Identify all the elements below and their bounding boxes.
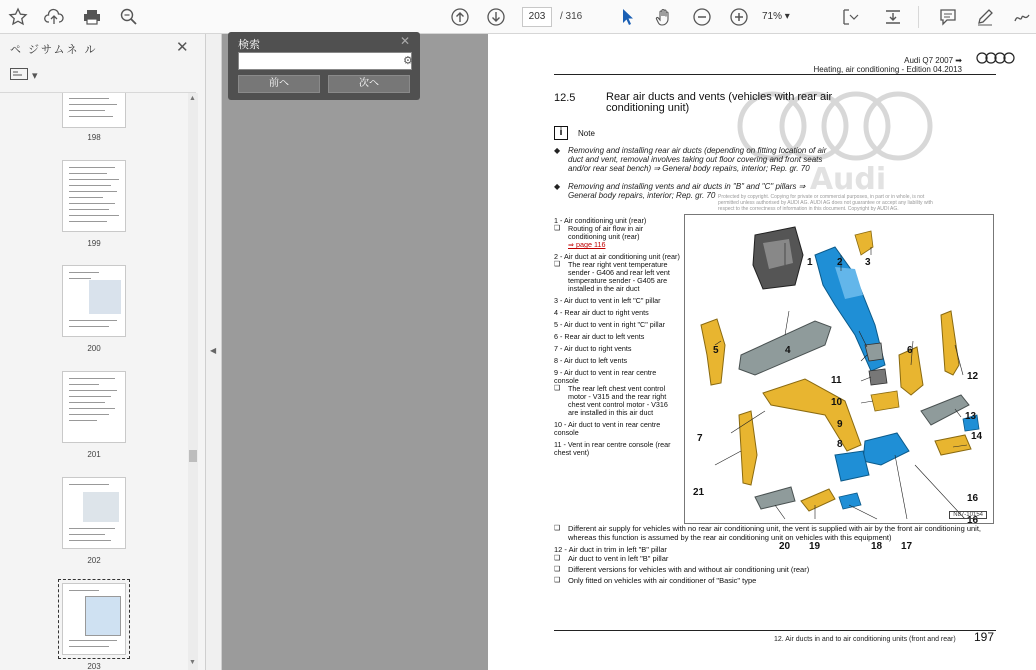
callout-label: 9 <box>837 419 843 430</box>
scrollbar-thumb[interactable] <box>189 450 197 462</box>
part-sub: ❑ Only fitted on vehicles with air conditioner of "Basic" type <box>554 576 994 585</box>
scroll-up-icon[interactable]: ▲ <box>189 95 196 102</box>
print-icon[interactable] <box>80 5 104 29</box>
prev-result-button[interactable]: 前へ <box>238 75 320 93</box>
callout-label: 14 <box>971 431 983 442</box>
header-rule <box>554 74 996 75</box>
part-title: 12 - Air duct in trim in left "B" pillar <box>554 545 667 554</box>
note-bullet-text: Removing and installing rear air ducts (depending on fitting location of air duct and vent, removal involves taking out floor covering and front seats and/or rear seat bench) ⇒ General body repairs, interior; Rep. gr. 70 <box>568 146 827 173</box>
note-icon: i <box>554 126 568 140</box>
callout-label: 19 <box>809 541 821 552</box>
header-edition: Heating, air conditioning - Edition 04.2013 <box>813 65 962 74</box>
bullet-icon: ◆ <box>554 146 561 155</box>
part-sub <box>554 225 680 249</box>
comment-icon[interactable] <box>936 5 960 29</box>
page-link[interactable]: ⇒ page 116 <box>568 240 606 249</box>
callout-label: 4 <box>785 345 791 356</box>
zoom-select[interactable] <box>762 7 806 27</box>
document-viewer <box>222 34 1036 670</box>
zoom-out-icon[interactable] <box>690 5 714 29</box>
next-page-icon[interactable] <box>484 5 508 29</box>
thumbnail-label: 198 <box>87 133 101 142</box>
part-title: 10 - Air duct to vent in rear centre console <box>554 420 661 437</box>
part-title: 9 - Air duct to vent in rear centre console <box>554 368 657 385</box>
close-icon[interactable]: ✕ <box>176 39 189 56</box>
sign-icon[interactable] <box>1010 5 1034 29</box>
sidebar-title: ペ ジサムネ ル <box>10 44 98 56</box>
part-title: 6 - Rear air duct to left vents <box>554 332 645 341</box>
part-sub: ❑ Different air supply for vehicles with no rear air conditioning unit, the vent is supplied with air by the front air conditioning unit, whereas this function is assumed by the rear air conditioning unit on vehicles with this equipment) <box>554 524 994 542</box>
header-model: Audi Q7 2007 ➡ <box>904 56 962 65</box>
chevron-down-icon: ▾ <box>32 70 38 82</box>
callout-label: 11 <box>831 375 842 386</box>
callout-label: 18 <box>871 541 883 552</box>
part-title: 4 - Rear air duct to right vents <box>554 308 649 317</box>
fit-page-icon[interactable] <box>838 5 862 29</box>
parts-list-continued <box>554 524 994 587</box>
bookmark-star-icon[interactable] <box>6 5 30 29</box>
footer-rule <box>554 630 996 631</box>
search-panel <box>228 32 420 100</box>
close-icon[interactable]: ✕ <box>400 34 411 48</box>
zoom-in-icon[interactable] <box>727 5 751 29</box>
thumbnail-sidebar <box>0 34 206 670</box>
scroll-mode-icon[interactable] <box>881 5 905 29</box>
sidebar-scrollbar[interactable] <box>188 93 198 670</box>
part-title: 5 - Air duct to vent in right "C" pillar <box>554 320 665 329</box>
section-title: Rear air ducts and vents (vehicles with rear air conditioning unit) <box>606 91 833 114</box>
callout-label: 6 <box>907 345 913 356</box>
copyright-notice: Protected by copyright. Copying for private or commercial purposes, in part or in whole, is not permitted unless authorised by AUDI AG. AUDI AG does not guarantee or accept any liability with respect to the correctness of information in this document. Copyright by AUDI AG. <box>718 194 933 212</box>
parts-list <box>554 217 680 461</box>
search-title: 検索 <box>238 39 260 51</box>
thumbnail-label: 203 <box>87 662 101 670</box>
note-bullet-text: Removing and installing vents and air ducts in "B" and "C" pillars ⇒ General body repairs, interior; Rep. gr. 70 <box>568 182 806 200</box>
callout-label: 16 <box>967 515 979 526</box>
callout-label: 1 <box>807 257 813 268</box>
toolbar-separator <box>918 6 919 28</box>
page-number-input[interactable]: 203 <box>522 7 552 27</box>
page-thumbnail-202[interactable] <box>62 477 126 549</box>
callout-label: 7 <box>697 433 703 444</box>
thumbnail-label: 201 <box>87 450 101 459</box>
section-number: 12.5 <box>554 92 576 104</box>
svg-text:Audi: Audi <box>809 162 887 196</box>
part-sub-text: Routing of air flow in air conditioning unit (rear) <box>568 224 644 241</box>
gear-icon[interactable]: ⚙ <box>403 55 413 67</box>
thumbnail-list <box>0 93 188 670</box>
thumbnail-label: 199 <box>87 239 101 248</box>
collapse-arrow-icon: ◀ <box>210 346 217 355</box>
part-title: 2 - Air duct at air conditioning unit (rear) <box>554 252 680 261</box>
sidebar-collapse-handle[interactable] <box>206 34 222 670</box>
page-thumbnail-201[interactable] <box>62 371 126 443</box>
page-thumbnail-203[interactable] <box>62 583 126 655</box>
page-thumbnail-199[interactable] <box>62 160 126 232</box>
callout-label: 8 <box>837 439 843 450</box>
part-sub: ❑ Air duct to vent in left "B" pillar <box>554 554 994 563</box>
part-title: 7 - Air duct to right vents <box>554 344 632 353</box>
prev-page-icon[interactable] <box>448 5 472 29</box>
thumbnail-options-button[interactable] <box>10 68 38 83</box>
footer-page-number: 197 <box>974 630 995 644</box>
next-result-button[interactable]: 次へ <box>328 75 410 93</box>
note-label: Note <box>578 129 595 138</box>
diagram-code: N87-10154 <box>949 511 987 519</box>
page-total: / 316 <box>560 11 583 22</box>
part-title: 1 - Air conditioning unit (rear) <box>554 216 647 225</box>
part-item <box>554 253 680 293</box>
callout-label: 3 <box>865 257 871 268</box>
callout-label: 2 <box>837 257 843 268</box>
callout-label: 16 <box>967 493 979 504</box>
chevron-down-icon: ▾ <box>784 11 790 22</box>
callout-label: 10 <box>831 397 843 408</box>
search-input[interactable] <box>238 52 412 70</box>
zoom-search-icon[interactable] <box>117 5 141 29</box>
part-sub: ❑ The rear right vent temperature sender - G406 and rear left vent temperature sender - G405 are installed in the air duct <box>554 261 680 293</box>
page-thumbnail-200[interactable] <box>62 265 126 337</box>
upload-cloud-icon[interactable] <box>42 5 66 29</box>
callout-label: 20 <box>779 541 791 552</box>
pdf-page <box>488 34 1036 670</box>
callout-label: 21 <box>693 487 705 498</box>
scroll-down-icon[interactable]: ▼ <box>189 659 196 666</box>
pen-icon[interactable] <box>973 5 997 29</box>
thumbnail-label: 200 <box>87 344 101 353</box>
part-item <box>554 369 680 417</box>
callout-label: 12 <box>967 371 979 382</box>
hand-tool-icon[interactable] <box>652 5 676 29</box>
footer-chapter: 12. Air ducts in and to air conditioning units (front and rear) <box>774 636 956 643</box>
audi-logo-icon <box>974 52 1018 68</box>
part-title: 11 - Vent in rear centre console (rear chest vent) <box>554 440 671 457</box>
callout-label: 13 <box>965 411 977 422</box>
thumbnail-label: 202 <box>87 556 101 565</box>
part-sub: ❑ Different versions for vehicles with and without air conditioning unit (rear) <box>554 565 994 574</box>
callout-label: 17 <box>901 541 913 552</box>
thumbnail-options-icon <box>10 68 28 83</box>
page-thumbnail-198[interactable] <box>62 93 126 128</box>
toolbar <box>0 0 1036 34</box>
bullet-icon: ◆ <box>554 182 561 191</box>
zoom-value: 71% <box>762 11 783 22</box>
callout-label: 5 <box>713 345 719 356</box>
part-sub: ❑ The rear left chest vent control motor - V315 and the rear right chest vent control motor - V316 are installed in this air duct <box>554 385 680 417</box>
part-title: 8 - Air duct to left vents <box>554 356 628 365</box>
select-cursor-icon[interactable] <box>616 5 640 29</box>
part-title: 3 - Air duct to vent in left "C" pillar <box>554 296 661 305</box>
part-item <box>554 217 680 249</box>
